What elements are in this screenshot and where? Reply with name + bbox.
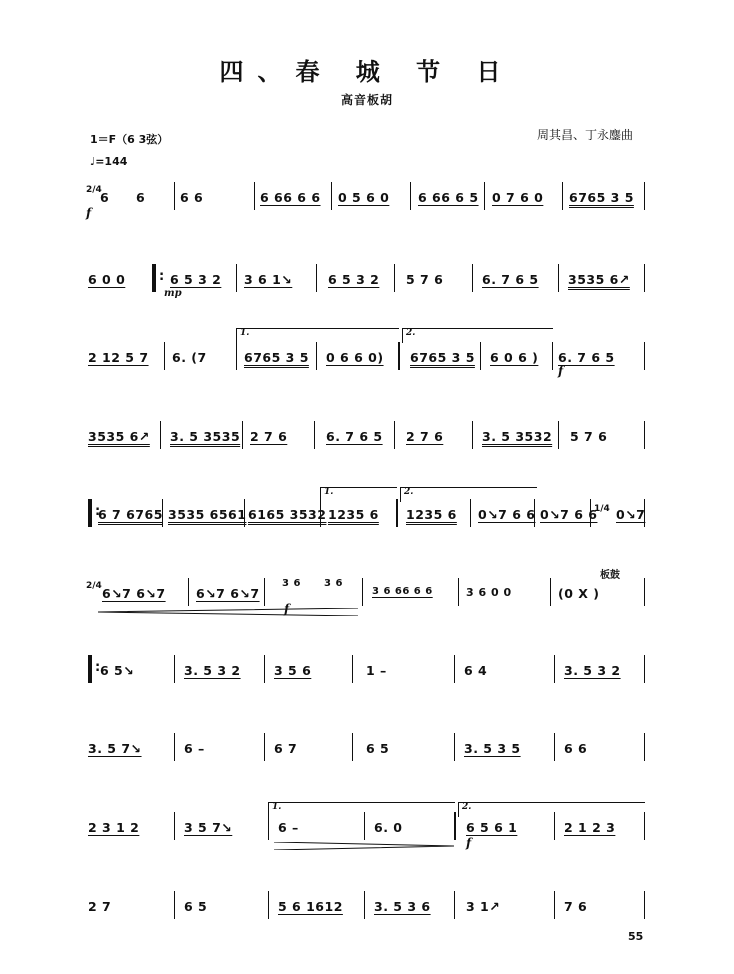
barline: [472, 421, 473, 449]
score-system-6: [86, 570, 658, 616]
barline: [554, 891, 555, 919]
barline: [644, 812, 645, 840]
barline: [480, 342, 481, 370]
measure: 0 5 6 0: [338, 190, 390, 205]
decrescendo-hairpin: [274, 842, 454, 850]
barline: [264, 733, 265, 761]
barline: [590, 499, 591, 527]
barline: [244, 499, 245, 527]
barline: [410, 182, 411, 210]
tempo-marking: [90, 155, 127, 168]
barline: [174, 891, 175, 919]
measure: 3535 6561: [168, 507, 247, 522]
barline: [644, 499, 645, 527]
measure: 1 –: [366, 663, 387, 678]
barline: [268, 891, 269, 919]
measure: 5 7 6: [570, 429, 608, 444]
score-system-7: [88, 663, 658, 687]
first-ending-bracket: 1.: [268, 802, 455, 817]
repeat-start-sign: [88, 499, 92, 527]
barline: [174, 182, 175, 210]
barline: [550, 578, 551, 606]
measure: 6 7 6765: [98, 507, 163, 522]
barline: [268, 812, 269, 840]
measure: 6765 3 5: [410, 350, 475, 365]
barline: [470, 499, 471, 527]
barline: [394, 264, 395, 292]
measure: 6 5 3 2: [328, 272, 380, 287]
measure: 3 5 7↘: [184, 820, 233, 835]
barline: [644, 182, 645, 210]
measure: 2 1 2 3: [564, 820, 616, 835]
measure: 2 7 6: [406, 429, 444, 444]
measure: 6 66 6 5: [418, 190, 479, 205]
measure: 0↘7 6 6: [540, 507, 598, 522]
measure: 3 1↗: [466, 899, 501, 914]
barline: [160, 421, 161, 449]
measure: 6↘7 6↘7: [102, 586, 166, 601]
measure: 6 5 3 2: [170, 272, 222, 287]
barline: [314, 421, 315, 449]
second-ending-bracket: 2.: [400, 487, 537, 502]
barline: [236, 264, 237, 292]
measure: 0↘7 6 6: [478, 507, 536, 522]
measure: 2 7: [88, 899, 112, 914]
first-ending-bracket: 1.: [320, 487, 397, 502]
barline: [362, 578, 363, 606]
measure: 3 6: [282, 578, 301, 589]
score-system-2: [88, 272, 658, 299]
second-ending-bracket: 2.: [458, 802, 645, 817]
score-system-4: [88, 429, 658, 453]
measure: 2 12 5 7: [88, 350, 149, 365]
measure: 1235 6: [406, 507, 457, 522]
barline: [264, 578, 265, 606]
measure: 6 5 6 1: [466, 820, 518, 835]
measure: (0 X ): [558, 586, 600, 601]
score-system-9: [88, 802, 658, 850]
measure: 6 0 6 ): [490, 350, 539, 365]
measure: 3535 6↗: [568, 272, 630, 287]
barline: [236, 342, 237, 370]
measure: 6 5↘: [100, 663, 135, 678]
barline: [644, 342, 645, 370]
barline: [558, 421, 559, 449]
barline: [320, 499, 321, 527]
time-signature: 1/4: [594, 504, 610, 514]
measure: 0 7 6 0: [492, 190, 544, 205]
measure: 3 5 6: [274, 663, 312, 678]
barline: [644, 655, 645, 683]
time-signature: 2/4: [86, 185, 102, 195]
page-title: 四、春 城 节 日: [219, 57, 515, 86]
measure: 3 6 1↘: [244, 272, 293, 287]
dynamic-forte: f: [558, 364, 564, 378]
measure: 6 –: [278, 820, 299, 835]
barline: [644, 891, 645, 919]
barline: [454, 655, 455, 683]
barline: [242, 421, 243, 449]
dynamic-mezzo-piano: mp: [164, 288, 182, 299]
barline: [552, 342, 553, 370]
measure: 6↘7 6↘7: [196, 586, 260, 601]
score-system-3: [88, 328, 658, 378]
score-system-5: [88, 487, 658, 531]
composer-credit: 周其昌、丁永鏖曲: [537, 128, 634, 142]
measure: 3535 6↗: [88, 429, 150, 444]
dynamic-forte: f: [86, 206, 92, 220]
barline: [484, 182, 485, 210]
measure: 0↘7: [616, 507, 646, 522]
measure: 6 7: [274, 741, 298, 756]
score-system-1: [86, 185, 658, 220]
measure: 3. 5 7↘: [88, 741, 142, 756]
barline: [394, 421, 395, 449]
measure: 6. (7: [172, 350, 207, 365]
barline: [644, 733, 645, 761]
barline: [644, 421, 645, 449]
measure: 3 6 0 0: [466, 586, 512, 599]
barline: [254, 182, 255, 210]
barline: [174, 733, 175, 761]
measure: 6 6: [180, 190, 204, 205]
barline: [174, 655, 175, 683]
barline: [316, 342, 317, 370]
repeat-end-barline: [398, 342, 400, 370]
tempo-value: =144: [95, 155, 128, 168]
barline: [554, 812, 555, 840]
barline: [454, 891, 455, 919]
instrument-subtitle: 高音板胡: [340, 93, 393, 107]
barline: [458, 578, 459, 606]
barline: [331, 182, 332, 210]
measure: 0 6 6 0): [326, 350, 384, 365]
barline: [352, 655, 353, 683]
measure: 6 0 0: [88, 272, 126, 287]
measure: 6 5: [184, 899, 208, 914]
measure: 3. 5 3 2: [184, 663, 241, 678]
barline: [554, 733, 555, 761]
repeat-end-barline: [396, 499, 398, 527]
barline: [644, 264, 645, 292]
measure: 6765 3 5: [244, 350, 309, 365]
barline: [644, 578, 645, 606]
barline: [364, 812, 365, 840]
measure: 6 4: [464, 663, 488, 678]
measure: 6: [100, 190, 110, 205]
measure: 6: [136, 190, 146, 205]
barline: [534, 499, 535, 527]
repeat-end-barline: [454, 812, 456, 840]
measure: 6. 7 6 5: [326, 429, 383, 444]
barline: [264, 655, 265, 683]
repeat-start-sign: [152, 264, 156, 292]
measure: 6 66 6 6: [260, 190, 321, 205]
repeat-start-sign: [88, 655, 92, 683]
measure: 6. 7 6 5: [558, 350, 615, 365]
barline: [164, 342, 165, 370]
measure: 3. 5 3 6: [374, 899, 431, 914]
measure: 3. 5 3 2: [564, 663, 621, 678]
measure: 3. 5 3535: [170, 429, 241, 444]
barline: [162, 499, 163, 527]
barline: [352, 733, 353, 761]
measure: 2 3 1 2: [88, 820, 140, 835]
measure: 6765 3 5: [569, 190, 634, 205]
page-number: 55: [628, 930, 644, 943]
measure: 2 7 6: [250, 429, 288, 444]
measure: 3. 5 3 5: [464, 741, 521, 756]
score-system-10: [88, 899, 658, 923]
barline: [554, 655, 555, 683]
barline: [558, 264, 559, 292]
barline: [364, 891, 365, 919]
banggu-label: 板鼓: [600, 570, 620, 581]
crescendo-hairpin: [98, 608, 358, 616]
measure: 6 –: [184, 741, 205, 756]
measure: 7 6: [564, 899, 588, 914]
barline: [316, 264, 317, 292]
measure: 5 6 1612: [278, 899, 343, 914]
quarter-note-icon: ♩: [90, 155, 96, 168]
dynamic-forte: f: [466, 836, 472, 850]
second-ending-bracket: 2.: [402, 328, 553, 343]
key-signature: 1＝F（6 3弦）: [90, 133, 169, 146]
measure: 6165 3532: [248, 507, 327, 522]
score-system-8: [88, 741, 658, 765]
dynamic-forte: f: [284, 602, 290, 616]
barline: [174, 812, 175, 840]
measure: 3 6 66 6 6: [372, 586, 433, 597]
measure: 1235 6: [328, 507, 379, 522]
barline: [188, 578, 189, 606]
time-signature: 2/4: [86, 581, 102, 591]
first-ending-bracket: 1.: [236, 328, 399, 343]
measure: 6. 0: [374, 820, 403, 835]
measure: 3 6: [324, 578, 343, 589]
barline: [454, 733, 455, 761]
measure: 3. 5 3532: [482, 429, 553, 444]
measure: 6 5: [366, 741, 390, 756]
barline: [472, 264, 473, 292]
measure: 6 6: [564, 741, 588, 756]
barline: [562, 182, 563, 210]
measure: 6. 7 6 5: [482, 272, 539, 287]
measure: 5 7 6: [406, 272, 444, 287]
